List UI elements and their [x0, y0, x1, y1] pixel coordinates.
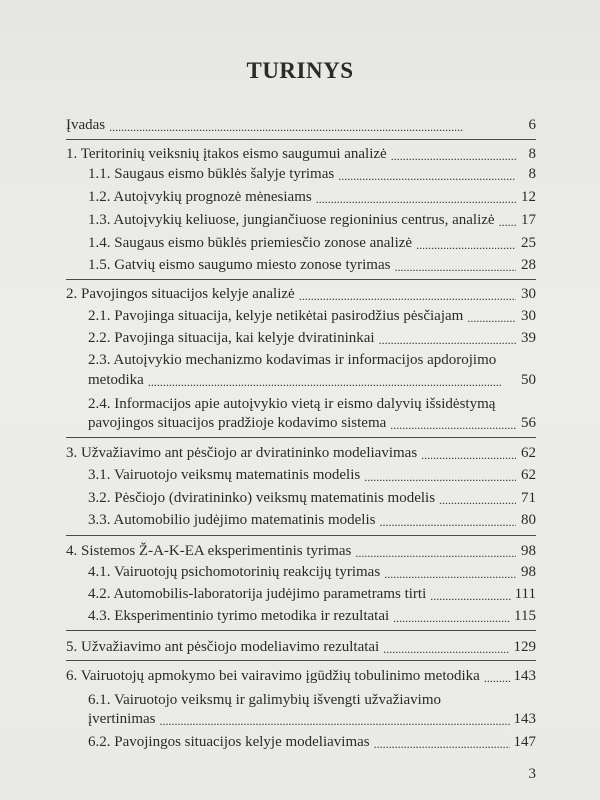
leader-dots [421, 444, 516, 462]
toc-entry-page: 98 [521, 543, 536, 559]
toc-entry-text: 6.2. Pavojingos situacijos kelyje modeliavimas [88, 734, 370, 750]
toc-entry-6-1-line-1: 6.1. Vairuotojo veiksmų ir galimybių išvengti užvažiavimo [88, 692, 442, 708]
toc-entry-4-2 [88, 585, 536, 603]
leader-dots [148, 371, 516, 389]
toc-entry-section-6 [66, 667, 536, 685]
toc-entry-2-4 [88, 414, 536, 432]
toc-entry-page: 39 [521, 330, 536, 346]
toc-entry-4-3 [88, 607, 536, 625]
leader-dots [390, 414, 516, 432]
section-divider [66, 279, 536, 280]
toc-entry-text: 2. Pavojingos situacijos kelyje analizė [66, 286, 295, 302]
toc-entry-page: 17 [521, 212, 536, 228]
toc-entry-section-4 [66, 542, 536, 560]
section-divider [66, 139, 536, 140]
section-divider [66, 437, 536, 438]
toc-entry-text: 6. Vairuotojų apmokymo bei vairavimo įgūdžių tobulinimo metodika [66, 668, 480, 684]
toc-entry-page: 71 [521, 490, 536, 506]
toc-entry-page: 25 [521, 235, 536, 251]
leader-dots [316, 188, 516, 206]
leader-dots [439, 489, 516, 507]
toc-entry-2-3 [88, 371, 536, 389]
toc-entry-page: 129 [513, 639, 536, 655]
toc-entry-section-1 [66, 145, 536, 163]
leader-dots [383, 638, 509, 656]
leader-dots [364, 466, 516, 484]
toc-entry-text: pavojingos situacijos pradžioje kodavimo sistema [88, 415, 387, 431]
toc-entry-text: 1.4. Saugaus eismo būklės priemiesčio zonose analizė [88, 235, 413, 251]
toc-entry-4-1 [88, 563, 536, 581]
leader-dots [484, 667, 510, 685]
toc-entry-page: 143 [513, 711, 536, 727]
toc-entry-page: 115 [514, 608, 536, 624]
toc-entry-page: 30 [521, 308, 536, 324]
section-divider [66, 660, 536, 661]
leader-dots [355, 542, 516, 560]
toc-entry-page: 147 [513, 734, 536, 750]
leader-dots [160, 710, 510, 728]
toc-entry-page: 8 [528, 146, 536, 162]
toc-entry-text: 1.2. Autoįvykių prognozė mėnesiams [88, 189, 312, 205]
leader-dots [467, 307, 516, 325]
toc-entry-page: 62 [521, 467, 536, 483]
toc-entry-1-4 [88, 234, 536, 252]
toc-entry-section-3 [66, 444, 536, 462]
leader-dots [430, 585, 510, 603]
leader-dots [338, 165, 516, 183]
toc-entry-3-1 [88, 466, 536, 484]
toc-entry-6-1 [88, 710, 536, 728]
leader-dots [299, 285, 516, 303]
toc-entry-text: Įvadas [66, 117, 106, 133]
toc-entry-text: 3.2. Pėsčiojo (dviratininko) veiksmų matematinis modelis [88, 490, 436, 506]
section-divider [66, 535, 536, 536]
toc-entry-page: 80 [521, 512, 536, 528]
leader-dots [393, 607, 510, 625]
toc-entry-intro [66, 116, 536, 134]
toc-entry-1-3 [88, 211, 536, 229]
toc-entry-section-2 [66, 285, 536, 303]
toc-entry-page: 56 [521, 415, 536, 431]
toc-entry-2-1 [88, 307, 536, 325]
toc-entry-page: 50 [521, 372, 536, 388]
leader-dots [379, 511, 516, 529]
toc-entry-text: 1.3. Autoįvykių keliuose, jungiančiuose regioninius centrus, analizė [88, 212, 495, 228]
toc-entry-text: 4.3. Eksperimentinio tyrimo metodika ir rezultatai [88, 608, 390, 624]
leader-dots [379, 329, 516, 347]
toc-entry-2-4-line-1: 2.4. Informacijos apie autoįvykio vietą ir eismo dalyvių išsidėstymą [88, 396, 496, 412]
toc-entry-page: 6 [528, 117, 536, 133]
toc-entry-text: 3.3. Automobilio judėjimo matematinis modelis [88, 512, 376, 528]
toc-entry-text: 1. Teritorinių veiksnių įtakos eismo saugumui analizė [66, 146, 387, 162]
toc-entry-page: 143 [513, 668, 536, 684]
toc-entry-2-2 [88, 329, 536, 347]
toc-entry-1-5 [88, 256, 536, 274]
toc-entry-text: 4.2. Automobilis-laboratorija judėjimo parametrams tirti [88, 586, 427, 602]
toc-entry-page: 111 [514, 586, 536, 602]
toc-entry-text: 5. Užvažiavimo ant pėsčiojo modeliavimo rezultatai [66, 639, 380, 655]
toc-entry-page: 8 [528, 166, 536, 182]
toc-entry-text: 1.1. Saugaus eismo būklės šalyje tyrimas [88, 166, 335, 182]
toc-entry-page: 12 [521, 189, 536, 205]
toc-entry-text: 2.2. Pavojinga situacija, kai kelyje dviratininkai [88, 330, 375, 346]
toc-entry-text: 3. Užvažiavimo ant pėsčiojo ar dviratininko modeliavimas [66, 445, 418, 461]
toc-entry-1-1 [88, 165, 536, 183]
leader-dots [416, 234, 516, 252]
leader-dots [391, 145, 516, 163]
page-title: TURINYS [246, 58, 354, 83]
leader-dots [394, 256, 516, 274]
leader-dots [374, 733, 510, 751]
leader-dots [384, 563, 516, 581]
toc-entry-text: 4.1. Vairuotojų psichomotorinių reakcijų tyrimas [88, 564, 381, 580]
toc-entry-text: 1.5. Gatvių eismo saugumo miesto zonose tyrimas [88, 257, 391, 273]
toc-entry-page: 98 [521, 564, 536, 580]
toc-entry-text: 3.1. Vairuotojo veiksmų matematinis modelis [88, 467, 361, 483]
toc-entry-6-2 [88, 733, 536, 751]
toc-entry-2-3-line-1: 2.3. Autoįvykio mechanizmo kodavimas ir informacijos apdorojimo [88, 352, 497, 368]
toc-entry-page: 62 [521, 445, 536, 461]
toc-entry-page: 28 [521, 257, 536, 273]
toc-entry-text: įvertinimas [88, 711, 156, 727]
section-divider [66, 630, 536, 631]
toc-entry-section-5 [66, 638, 536, 656]
leader-dots [499, 211, 516, 229]
toc-entry-3-3 [88, 511, 536, 529]
leader-dots [109, 116, 516, 134]
toc-entry-text: metodika [88, 372, 144, 388]
toc-entry-3-2 [88, 489, 536, 507]
toc-entry-page: 30 [521, 286, 536, 302]
toc-entry-1-2 [88, 188, 536, 206]
page-number: 3 [528, 766, 536, 782]
toc-entry-text: 2.1. Pavojinga situacija, kelyje netikėtai pasirodžius pėsčiajam [88, 308, 464, 324]
toc-entry-text: 4. Sistemos Ž-A-K-EA eksperimentinis tyrimas [66, 543, 352, 559]
